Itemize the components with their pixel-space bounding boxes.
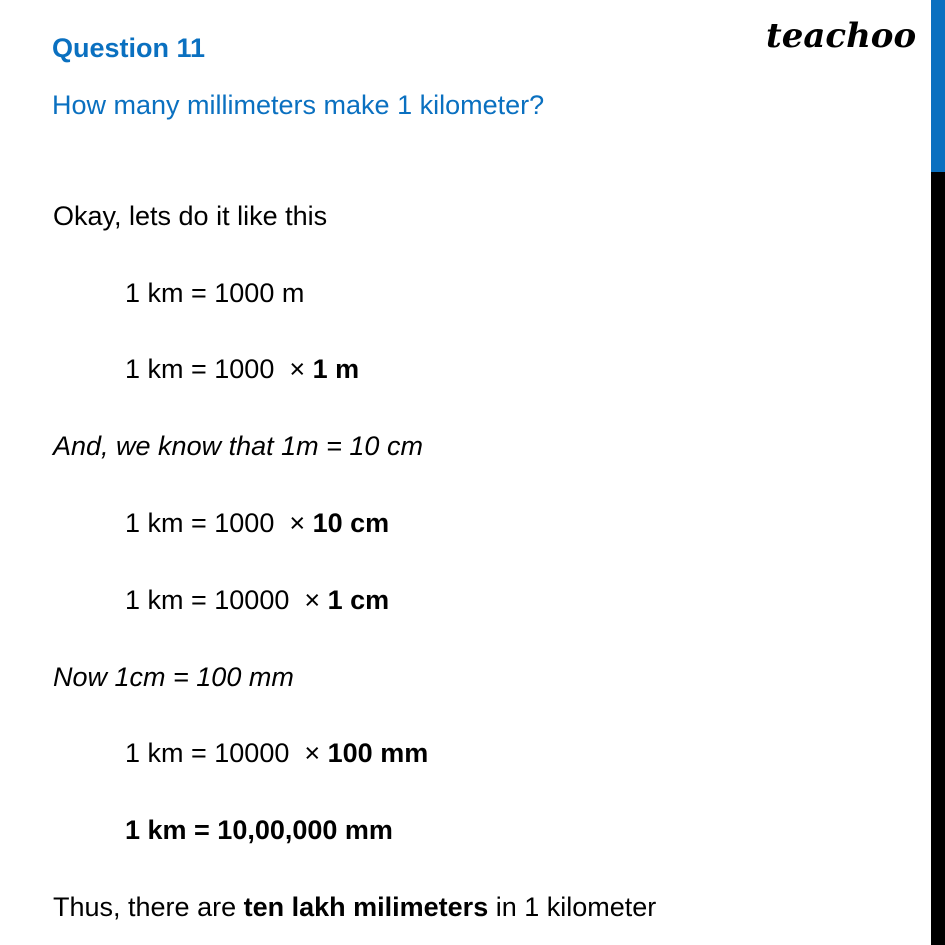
step-4-bold: 1 cm [327, 585, 390, 615]
step-4-lhs: 1 km = 10000 × [125, 585, 328, 615]
fact-1: And, we know that 1m = 10 cm [53, 431, 423, 461]
conclusion-post: in 1 kilometer [488, 892, 657, 922]
step-5 [125, 738, 428, 769]
question-title: Question 11 [52, 33, 206, 63]
step-5-bold: 100 mm [327, 738, 429, 768]
final-result: 1 km = 10,00,000 mm [125, 815, 393, 845]
step-1: 1 km = 1000 m [125, 278, 305, 308]
side-accent-bar [931, 0, 945, 945]
teachoo-logo: teachoo [766, 16, 917, 56]
fact-2: Now 1cm = 100 mm [53, 662, 294, 692]
step-2-lhs: 1 km = 1000 × [125, 354, 313, 384]
step-5-lhs: 1 km = 10000 × [125, 738, 328, 768]
solution-intro: Okay, lets do it like this [53, 201, 328, 231]
question-text: How many millimeters make 1 kilometer? [52, 90, 545, 120]
conclusion-pre: Thus, there are [53, 892, 244, 922]
step-4 [125, 585, 389, 616]
step-3-lhs: 1 km = 1000 × [125, 508, 313, 538]
side-bar-blue-segment [931, 0, 945, 172]
side-bar-black-segment [931, 172, 945, 945]
step-2 [125, 354, 359, 385]
step-3-bold: 10 cm [312, 508, 390, 538]
conclusion-bold: ten lakh milimeters [243, 892, 489, 922]
conclusion [53, 892, 656, 923]
step-3 [125, 508, 389, 539]
step-2-bold: 1 m [312, 354, 360, 384]
